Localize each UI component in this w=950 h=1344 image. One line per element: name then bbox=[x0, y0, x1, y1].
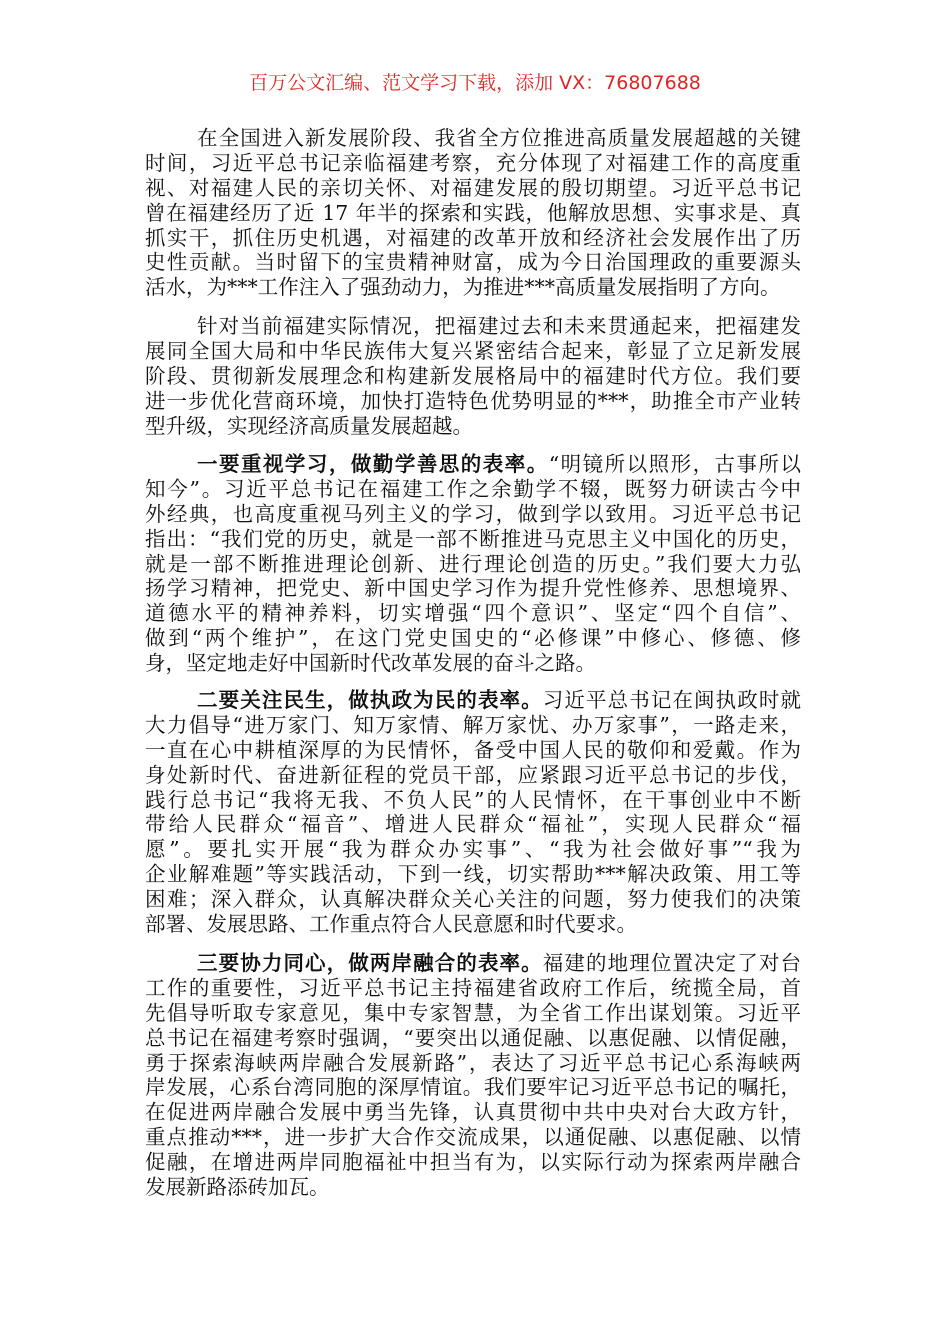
line-text: 习近平总书记在闽执政时就 bbox=[542, 688, 802, 712]
text-line bbox=[145, 1051, 801, 1076]
line-text: 一直在心中耕植深厚的为民情怀，备受中国人民的敬仰和爱戴。作为 bbox=[145, 737, 801, 762]
line-text: 型升级，实现经济高质量发展超越。 bbox=[145, 413, 473, 438]
text-line bbox=[145, 275, 801, 300]
line-text: 史性贡献。当时留下的宝贵精神财富，成为今日治国理政的重要源头 bbox=[145, 250, 801, 275]
text-line bbox=[145, 1026, 801, 1051]
text-line bbox=[145, 250, 801, 275]
line-text: 部署、发展思路、工作重点符合人民意愿和时代要求。 bbox=[145, 912, 637, 937]
line-text: 抓实干，抓住历史机遇，对福建的改革开放和经济社会发展作出了历 bbox=[145, 225, 801, 250]
text-line bbox=[145, 477, 801, 502]
line-text: 促融，在增进两岸同胞福祉中担当有为，以实际行动为探索两岸融合 bbox=[145, 1150, 801, 1175]
line-text: 身处新时代、奋进新征程的党员干部，应紧跟习近平总书记的步伐， bbox=[145, 762, 801, 787]
text-line bbox=[145, 626, 801, 651]
text-line bbox=[145, 576, 801, 601]
line-text: 福建的地理位置决定了对台 bbox=[542, 951, 802, 975]
line-text: 指出：“我们党的历史，就是一部不断推进马克思主义中国化的历史， bbox=[145, 526, 801, 551]
text-line bbox=[145, 738, 801, 763]
text-line bbox=[145, 1175, 801, 1200]
paragraph-intro bbox=[145, 126, 801, 300]
text-line bbox=[145, 176, 801, 201]
line-text: 活水，为***工作注入了强劲动力，为推进***高质量发展指明了方向。 bbox=[145, 275, 781, 300]
text-line bbox=[145, 126, 801, 151]
line-text: 曾在福建经历了近 17 年半的探索和实践，他解放思想、实事求是、真 bbox=[145, 200, 801, 225]
text-line bbox=[145, 788, 801, 813]
line-text: 展同全国大局和中华民族伟大复兴紧密结合起来，彰显了立足新发展 bbox=[145, 338, 801, 363]
line-text: 做到“两个维护”，在这门党史国史的“必修课”中修心、修德、修 bbox=[145, 626, 801, 651]
text-line bbox=[145, 552, 801, 577]
text-line bbox=[145, 226, 801, 251]
paragraph-lead-heading: 二要关注民生，做执政为民的表率。 bbox=[197, 688, 543, 712]
text-line bbox=[145, 713, 801, 738]
text-line bbox=[145, 452, 801, 477]
text-line bbox=[145, 502, 801, 527]
text-line bbox=[145, 837, 801, 862]
line-text: 外经典，也高度重视马列主义的学习，做到学以致用。习近平总书记 bbox=[145, 501, 801, 526]
text-line bbox=[145, 1100, 801, 1125]
line-text: 岸发展，心系台湾同胞的深厚情谊。我们要牢记习近平总书记的嘱托， bbox=[145, 1075, 801, 1100]
text-line bbox=[145, 651, 801, 676]
text-line bbox=[145, 1150, 801, 1175]
line-text: 困难；深入群众，认真解决群众关心关注的问题，努力使我们的决策 bbox=[145, 887, 801, 912]
paragraph-point-two bbox=[145, 688, 801, 937]
line-text: 知今”。习近平总书记在福建工作之余勤学不辍，既努力研读古今中 bbox=[145, 476, 801, 501]
line-text: 道德水平的精神养料，切实增强“四个意识”、坚定“四个自信”、 bbox=[145, 601, 801, 626]
text-line bbox=[145, 364, 801, 389]
line-text: 阶段、贯彻新发展理念和构建新发展格局中的福建时代方位。我们要 bbox=[145, 363, 801, 388]
paragraph-point-three bbox=[145, 951, 801, 1200]
text-line bbox=[145, 887, 801, 912]
text-line bbox=[145, 151, 801, 176]
line-text: 愿”。要扎实开展“我为群众办实事”、“我为社会做好事”“我为 bbox=[145, 837, 801, 862]
text-line bbox=[145, 527, 801, 552]
text-line bbox=[145, 688, 801, 713]
line-text: 总书记在福建考察时强调，“要突出以通促融、以惠促融、以情促融， bbox=[145, 1025, 801, 1050]
line-text: 带给人民群众“福音”、增进人民群众“福祉”，实现人民群众“福 bbox=[145, 812, 801, 837]
paragraph-lead-heading: 三要协力同心，做两岸融合的表率。 bbox=[197, 951, 543, 975]
line-text: 视、对福建人民的亲切关怀、对福建发展的殷切期望。习近平总书记 bbox=[145, 175, 801, 200]
line-text: 大力倡导“进万家门、知万家情、解万家忧、办万家事”，一路走来， bbox=[145, 712, 801, 737]
text-line bbox=[145, 389, 801, 414]
line-text: 先倡导听取专家意见，集中专家智慧，为全省工作出谋划策。习近平 bbox=[145, 1000, 801, 1025]
paragraph-point-one bbox=[145, 452, 801, 676]
text-line bbox=[145, 601, 801, 626]
line-text: 践行总书记“我将无我、不负人民”的人民情怀，在干事创业中不断 bbox=[145, 787, 801, 812]
text-line bbox=[145, 912, 801, 937]
text-line bbox=[145, 951, 801, 976]
text-line bbox=[145, 1125, 801, 1150]
paragraph-lead-heading: 一要重视学习，做勤学善思的表率。 bbox=[197, 452, 549, 476]
line-text: 扬学习精神，把党史、新中国史学习作为提升党性修养、思想境界、 bbox=[145, 576, 801, 601]
watermark-header: 百万公文汇编、范文学习下载，添加 VX：76807688 bbox=[249, 72, 701, 94]
line-text: “明镜所以照形，古事所以 bbox=[548, 452, 802, 476]
text-line bbox=[145, 201, 801, 226]
line-text: 进一步优化营商环境，加快打造特色优势明显的***，助推全市产业转 bbox=[145, 388, 801, 413]
line-text: 在促进两岸融合发展中勇当先锋，认真贯彻中共中央对台大政方针， bbox=[145, 1100, 801, 1125]
text-line bbox=[145, 862, 801, 887]
line-text: 就是一部不断推进理论创新、进行理论创造的历史。”我们要大力弘 bbox=[145, 551, 801, 576]
line-text: 针对当前福建实际情况，把福建过去和未来贯通起来，把福建发 bbox=[197, 314, 801, 338]
text-line bbox=[145, 1001, 801, 1026]
text-line bbox=[145, 414, 801, 439]
text-line bbox=[145, 1075, 801, 1100]
text-line bbox=[145, 812, 801, 837]
text-line bbox=[145, 763, 801, 788]
text-line bbox=[145, 976, 801, 1001]
line-text: 发展新路添砖加瓦。 bbox=[145, 1175, 330, 1200]
line-text: 重点推动***，进一步扩大合作交流成果，以通促融、以惠促融、以情 bbox=[145, 1125, 801, 1150]
line-text: 工作的重要性，习近平总书记主持福建省政府工作后，统揽全局，首 bbox=[145, 975, 801, 1000]
line-text: 时间，习近平总书记亲临福建考察，充分体现了对福建工作的高度重 bbox=[145, 150, 801, 175]
line-text: 企业解难题”等实践活动，下到一线，切实帮助***解决政策、用工等 bbox=[145, 862, 801, 887]
line-text: 勇于探索海峡两岸融合发展新路”，表达了习近平总书记心系海峡两 bbox=[145, 1050, 801, 1075]
text-line bbox=[145, 314, 801, 339]
paragraph-context bbox=[145, 314, 801, 438]
line-text: 在全国进入新发展阶段、我省全方位推进高质量发展超越的关键 bbox=[197, 126, 801, 150]
text-line bbox=[145, 339, 801, 364]
line-text: 身，坚定地走好中国新时代改革发展的奋斗之路。 bbox=[145, 651, 596, 676]
